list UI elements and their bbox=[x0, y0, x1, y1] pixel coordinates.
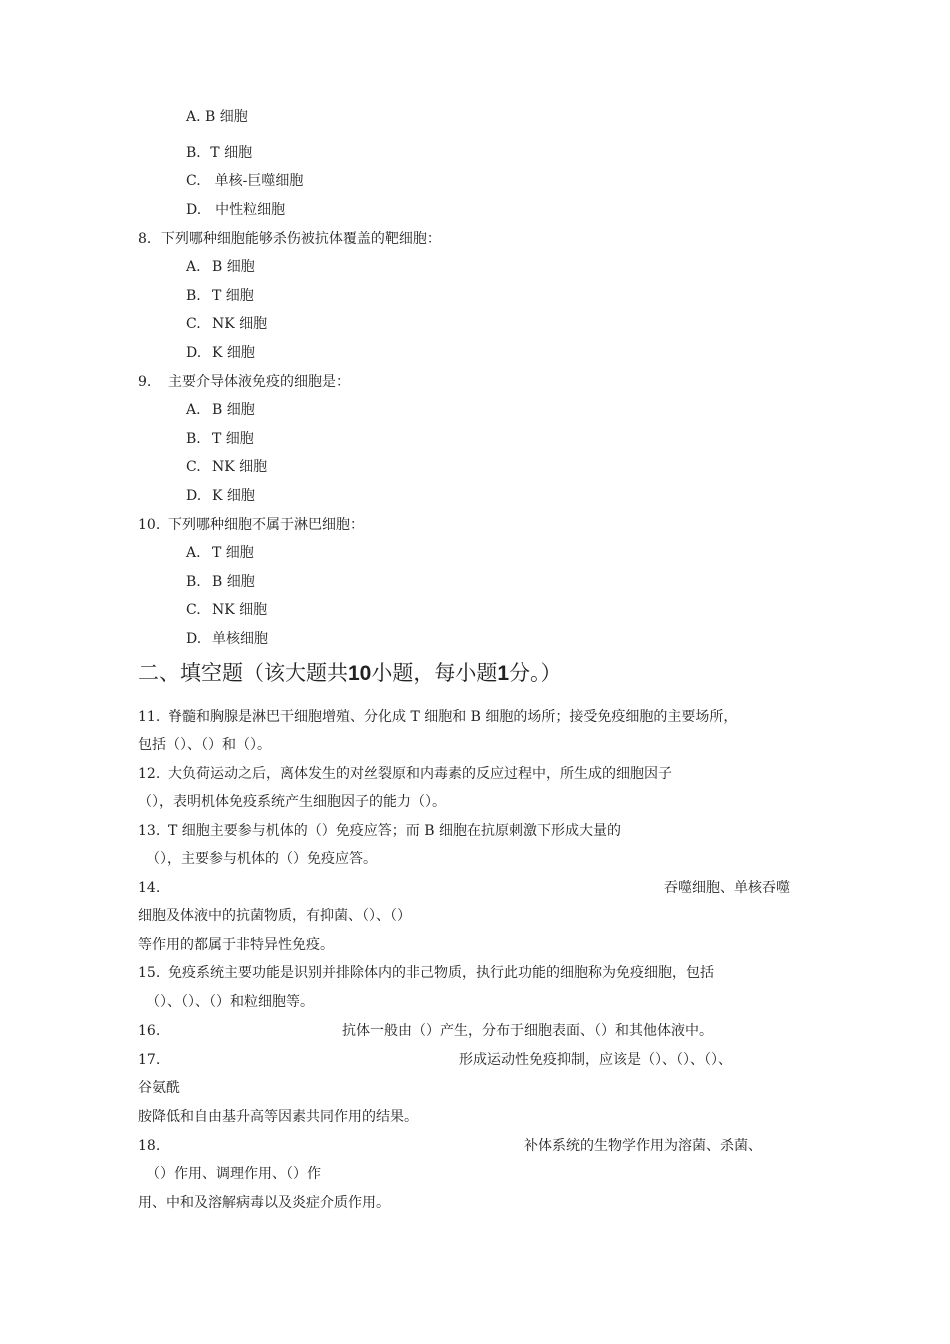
question-number: 15. bbox=[138, 965, 161, 981]
q14-line-3: 等作用的都属于非特异性免疫。 bbox=[138, 937, 334, 953]
option-letter: A. bbox=[186, 402, 201, 418]
option-text: K 细胞 bbox=[212, 345, 255, 361]
option-text: B 细胞 bbox=[212, 259, 255, 275]
question-text: 脊髓和胸腺是淋巴干细胞增殖、分化成 T 细胞和 B 细胞的场所；接受免疫细胞的主要场所， bbox=[168, 709, 738, 725]
option-letter: B. bbox=[186, 431, 201, 447]
q9-option-a bbox=[186, 401, 255, 419]
option-text: NK 细胞 bbox=[212, 602, 268, 618]
q14-number: 14. bbox=[138, 880, 161, 896]
option-letter: B. bbox=[186, 288, 201, 304]
q17-number: 17. bbox=[138, 1052, 161, 1068]
q9-option-d bbox=[186, 487, 255, 505]
q18-line-3: 用、中和及溶解病毒以及炎症介质作用。 bbox=[138, 1195, 390, 1211]
section-heading bbox=[138, 660, 562, 687]
q11-line-2: 包括（）、（）和（）。 bbox=[138, 737, 271, 753]
question-number: 11. bbox=[138, 709, 161, 725]
option-letter: D. bbox=[186, 345, 202, 361]
q7-option-b: B．T 细胞 bbox=[186, 145, 253, 161]
option-text: T 细胞 bbox=[212, 431, 254, 447]
option-text: B 细胞 bbox=[212, 574, 255, 590]
q15-line-1 bbox=[138, 964, 714, 982]
q7-option-d: D. 中性粒细胞 bbox=[186, 202, 286, 218]
question-number: 13. bbox=[138, 823, 161, 839]
option-letter: A. bbox=[186, 259, 201, 275]
option-letter: C. bbox=[186, 459, 201, 475]
option-text: B 细胞 bbox=[212, 402, 255, 418]
q12-line-2: （），表明机体免疫系统产生细胞因子的能力（）。 bbox=[138, 794, 446, 810]
q14-line-1: 吞噬细胞、单核吞噬 bbox=[664, 880, 790, 896]
heading-text: 小题，每小题 bbox=[371, 661, 498, 685]
q16-number: 16. bbox=[138, 1023, 161, 1039]
option-text: NK 细胞 bbox=[212, 459, 268, 475]
heading-text: 分。） bbox=[509, 661, 562, 685]
q14-line-2: 细胞及体液中的抗菌物质，有抑菌、（）、（） bbox=[138, 908, 411, 924]
q16-line-1: 抗体一般由（）产生，分布于细胞表面、（）和其他体液中。 bbox=[342, 1023, 713, 1039]
q9-option-b bbox=[186, 430, 254, 448]
q13-line-1 bbox=[138, 822, 621, 840]
q18-line-2: （）作用、调理作用、（）作 bbox=[146, 1166, 321, 1182]
q11-line-1 bbox=[138, 708, 737, 726]
q10-option-a bbox=[186, 544, 254, 562]
option-text: T 细胞 bbox=[212, 288, 254, 304]
question-text: 大负荷运动之后，离体发生的对丝裂原和内毒素的反应过程中，所生成的细胞因子 bbox=[168, 766, 672, 782]
q8-option-a bbox=[186, 258, 255, 276]
option-letter: C. bbox=[186, 602, 201, 618]
q15-line-2: （）、（）、（）和粒细胞等。 bbox=[146, 994, 314, 1010]
q8-option-d bbox=[186, 344, 255, 362]
q8-stem: 8．下列哪种细胞能够杀伤被抗体覆盖的靶细胞： bbox=[138, 231, 441, 247]
option-letter: D. bbox=[186, 631, 202, 647]
question-number: 12. bbox=[138, 766, 161, 782]
option-letter: A. bbox=[186, 545, 201, 561]
heading-number: 10 bbox=[348, 662, 372, 685]
q12-line-1 bbox=[138, 765, 672, 783]
question-number: 9. bbox=[138, 374, 152, 390]
question-number: 10. bbox=[138, 517, 161, 533]
q9-stem bbox=[138, 373, 350, 391]
q10-option-c bbox=[186, 601, 267, 619]
option-text: 单核细胞 bbox=[212, 631, 268, 647]
q13-line-2: （），主要参与机体的（）免疫应答。 bbox=[146, 851, 377, 867]
heading-number: 1 bbox=[497, 662, 510, 685]
q7-option-a: A. B 细胞 bbox=[186, 109, 248, 125]
option-text: K 细胞 bbox=[212, 488, 255, 504]
option-text: NK 细胞 bbox=[212, 316, 268, 332]
heading-text: 二、填空题（该大题共 bbox=[138, 661, 348, 685]
option-text: T 细胞 bbox=[212, 545, 254, 561]
option-letter: C. bbox=[186, 316, 201, 332]
option-letter: D. bbox=[186, 488, 202, 504]
q9-option-c bbox=[186, 458, 267, 476]
question-text: 下列哪种细胞不属于淋巴细胞： bbox=[168, 517, 364, 533]
option-letter: B. bbox=[186, 574, 201, 590]
q8-option-c bbox=[186, 315, 267, 333]
q17-line-1: 形成运动性免疫抑制，应该是（）、（）、（）、 bbox=[459, 1052, 732, 1068]
q18-line-1: 补体系统的生物学作用为溶菌、杀菌、 bbox=[524, 1138, 762, 1154]
q10-option-d bbox=[186, 630, 268, 648]
q18-number: 18. bbox=[138, 1138, 161, 1154]
question-text: T 细胞主要参与机体的（）免疫应答；而 B 细胞在抗原刺激下形成大量的 bbox=[168, 823, 621, 839]
question-text: 免疫系统主要功能是识别并排除体内的非己物质，执行此功能的细胞称为免疫细胞，包括 bbox=[168, 965, 714, 981]
q10-option-b bbox=[186, 573, 255, 591]
q17-line-2: 谷氨酰 bbox=[138, 1080, 180, 1096]
q17-line-3: 胺降低和自由基升高等因素共同作用的结果。 bbox=[138, 1109, 418, 1125]
q10-stem bbox=[138, 516, 364, 534]
q8-option-b bbox=[186, 287, 254, 305]
question-text: 主要介导体液免疫的细胞是： bbox=[168, 374, 350, 390]
q7-option-c: C. 单核-巨噬细胞 bbox=[186, 173, 304, 189]
